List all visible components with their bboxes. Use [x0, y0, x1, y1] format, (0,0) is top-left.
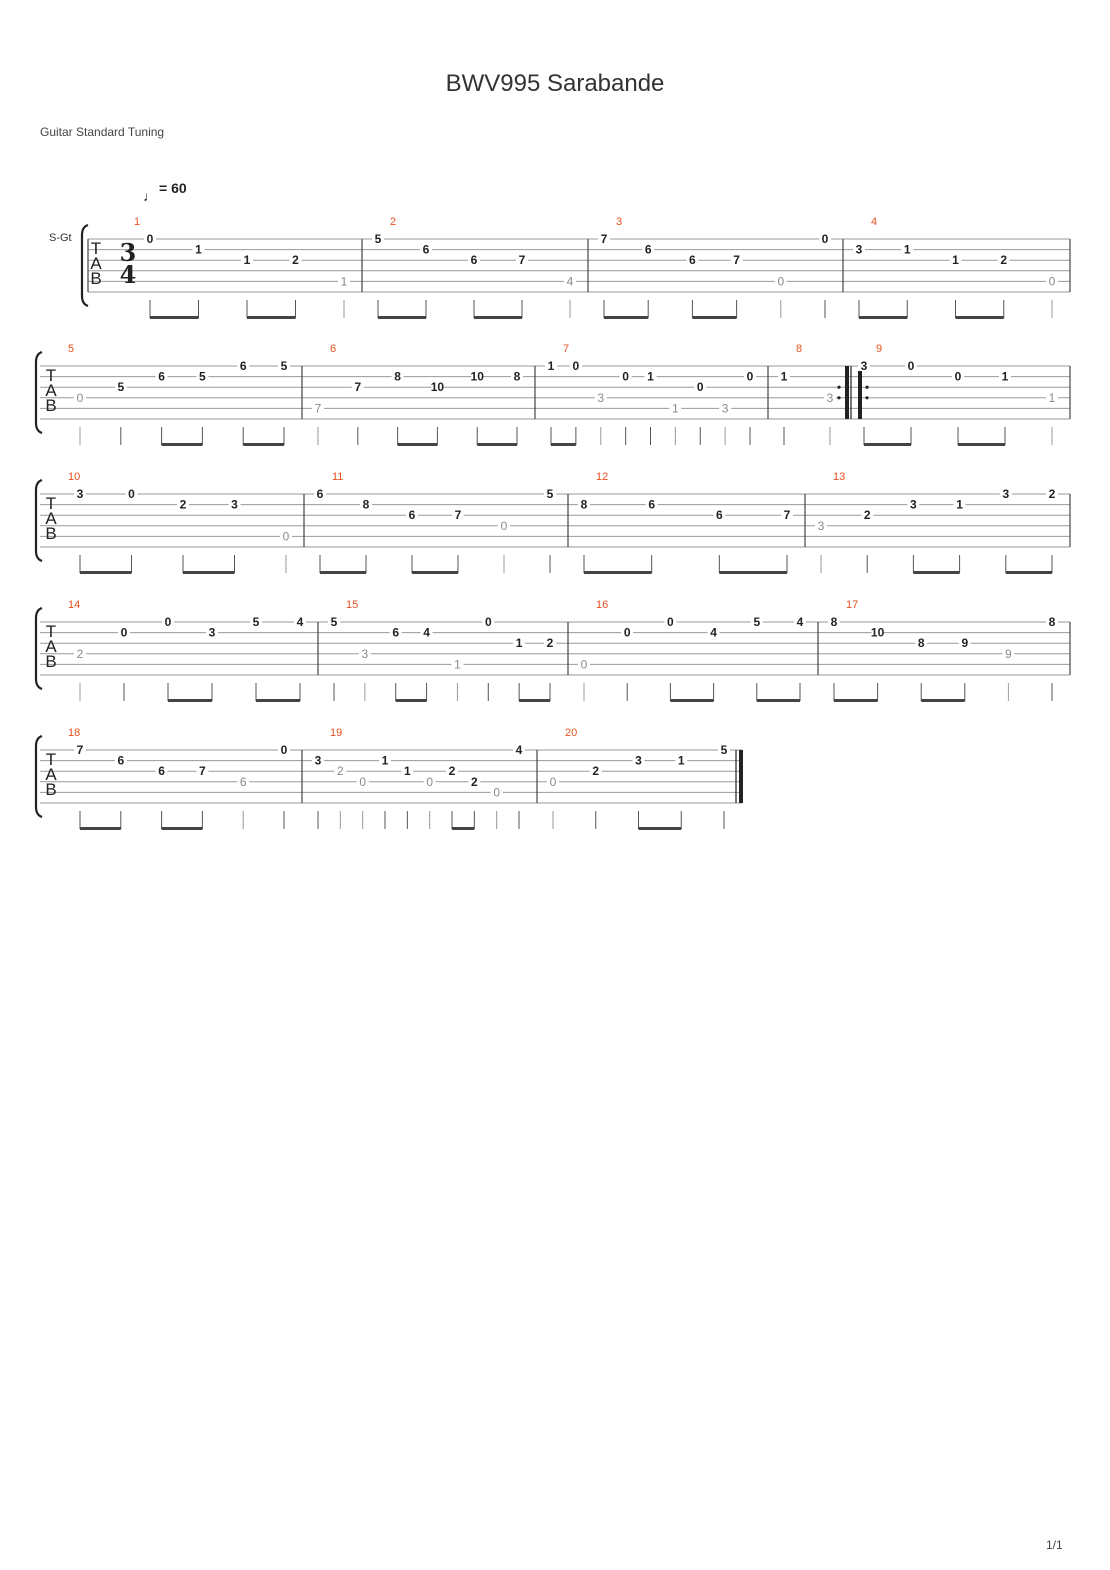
note-beam — [398, 443, 438, 446]
fret-number: 9 — [961, 636, 969, 651]
tempo-note-icon: ♩ — [143, 188, 157, 204]
fret-number: 4 — [710, 625, 717, 640]
repeat-dot — [837, 386, 840, 389]
instrument-label: S-Gt — [49, 232, 72, 244]
fret-number: 8 — [513, 369, 521, 384]
repeat-barline-thick — [845, 366, 849, 419]
measure-number: 9 — [876, 343, 883, 355]
fret-number: 1 — [647, 369, 654, 384]
fret-number: 1 — [403, 764, 411, 779]
fret-number: 0 — [954, 369, 962, 384]
fret-number: 10 — [870, 625, 885, 640]
fret-number: 7 — [733, 253, 740, 268]
measure-number: 17 — [846, 599, 859, 611]
note-beam — [859, 316, 907, 319]
note-beam — [551, 443, 576, 446]
note-beam — [958, 443, 1005, 446]
fret-number: 0 — [622, 369, 629, 384]
score-title: BWV995 Sarabande — [445, 70, 665, 97]
tab-clef-letter: A — [45, 637, 57, 656]
note-beam — [864, 443, 911, 446]
measure-number: 7 — [563, 343, 570, 355]
fret-number: 1 — [195, 242, 202, 257]
fret-number: 4 — [296, 615, 304, 629]
note-beam — [1006, 571, 1052, 574]
measure-number: 5 — [68, 343, 75, 355]
fret-number: 2 — [336, 764, 344, 779]
fret-number: 6 — [408, 508, 416, 523]
fret-number: 3 — [597, 390, 605, 405]
fret-number: 8 — [917, 636, 925, 651]
fret-number: 0 — [120, 625, 128, 640]
note-beam — [150, 316, 199, 319]
fret-number: 0 — [549, 774, 557, 789]
fret-number: 3 — [361, 646, 369, 661]
fret-number: 0 — [821, 232, 829, 246]
fret-number: 2 — [1048, 487, 1056, 501]
fret-number: 0 — [580, 657, 588, 672]
repeat-barline-thick — [858, 366, 862, 419]
fret-number: 2 — [592, 764, 600, 779]
fret-number: 1 — [547, 359, 555, 373]
tab-clef-letter: T — [90, 239, 102, 258]
fret-number: 2 — [179, 497, 187, 512]
tab-clef-letter: A — [45, 509, 57, 528]
fret-number: 6 — [689, 253, 696, 268]
fret-number: 5 — [330, 615, 338, 629]
fret-number: 3 — [635, 753, 642, 768]
note-beam — [412, 571, 458, 574]
fret-number: 0 — [667, 615, 674, 629]
note-beam — [80, 827, 121, 830]
tab-clef-letter: A — [45, 381, 57, 400]
fret-number: 3 — [910, 497, 917, 512]
fret-number: 8 — [394, 369, 401, 384]
fret-number: 6 — [117, 753, 125, 768]
fret-number: 0 — [1048, 274, 1056, 289]
fret-number: 2 — [470, 774, 478, 789]
note-beam — [256, 699, 300, 702]
fret-number: 0 — [164, 615, 172, 629]
fret-number: 1 — [243, 253, 251, 268]
fret-number: 5 — [280, 359, 288, 373]
note-beam — [378, 316, 426, 319]
fret-number: 6 — [158, 369, 165, 384]
note-beam — [452, 827, 474, 830]
fret-number: 6 — [422, 242, 430, 257]
fret-number: 6 — [239, 359, 247, 373]
fret-number: 1 — [454, 657, 461, 672]
measure-number: 4 — [871, 216, 878, 228]
fret-number: 0 — [777, 274, 785, 289]
note-beam — [519, 699, 550, 702]
note-beam — [913, 571, 959, 574]
repeat-dot — [865, 386, 868, 389]
tab-clef-letter: B — [45, 524, 57, 543]
fret-number: 1 — [340, 274, 348, 289]
fret-number: 0 — [76, 390, 84, 405]
fret-number: 5 — [117, 380, 125, 395]
measure-number: 11 — [332, 471, 344, 483]
fret-number: 4 — [566, 274, 574, 289]
measure-number: 15 — [346, 599, 359, 611]
fret-number: 6 — [648, 497, 656, 512]
note-beam — [162, 443, 203, 446]
fret-number: 4 — [423, 625, 430, 640]
note-beam — [320, 571, 366, 574]
fret-number: 7 — [199, 764, 206, 779]
fret-number: 1 — [903, 242, 911, 257]
fret-number: 1 — [672, 401, 679, 416]
fret-number: 3 — [826, 390, 834, 405]
tab-clef-letter: T — [45, 750, 57, 769]
fret-number: 5 — [720, 743, 728, 757]
fret-number: 1 — [677, 753, 685, 768]
note-beam — [477, 443, 517, 446]
fret-number: 3 — [721, 401, 729, 416]
note-beam — [604, 316, 648, 319]
fret-number: 1 — [952, 253, 959, 268]
time-signature-bottom: 4 — [119, 260, 137, 289]
measure-number: 13 — [833, 471, 846, 483]
fret-number: 6 — [158, 764, 165, 779]
fret-number: 3 — [860, 359, 868, 373]
tab-clef-letter: A — [90, 254, 102, 273]
measure-number: 8 — [796, 343, 803, 355]
fret-number: 3 — [76, 487, 84, 501]
system-bracket — [36, 480, 42, 561]
fret-number: 7 — [454, 508, 462, 523]
measure-number: 1 — [134, 216, 141, 228]
fret-number: 0 — [280, 743, 288, 757]
note-beam — [956, 316, 1004, 319]
fret-number: 6 — [316, 487, 324, 501]
note-beam — [692, 316, 736, 319]
fret-number: 7 — [76, 743, 84, 757]
note-beam — [834, 699, 878, 702]
note-beam — [183, 571, 235, 574]
fret-number: 0 — [493, 785, 501, 800]
tab-clef-letter: B — [45, 780, 57, 799]
fret-number: 0 — [623, 625, 631, 640]
fret-number: 0 — [746, 369, 754, 384]
fret-number: 4 — [515, 743, 523, 757]
fret-number: 0 — [282, 529, 290, 544]
fret-number: 1 — [515, 636, 523, 651]
tab-clef-letter: B — [90, 269, 102, 288]
fret-number: 6 — [392, 625, 400, 640]
final-barline-thick — [739, 750, 743, 803]
measure-number: 2 — [390, 216, 397, 228]
note-beam — [584, 571, 652, 574]
note-beam — [670, 699, 713, 702]
fret-number: 2 — [448, 764, 456, 779]
fret-number: 0 — [484, 615, 492, 629]
note-beam — [757, 699, 800, 702]
fret-number: 1 — [956, 497, 963, 512]
fret-number: 5 — [252, 615, 260, 629]
fret-number: 8 — [362, 497, 370, 512]
fret-number: 3 — [314, 753, 322, 768]
fret-number: 9 — [1005, 646, 1012, 661]
repeat-dot — [837, 396, 840, 399]
fret-number: 0 — [128, 487, 135, 501]
fret-number: 2 — [292, 253, 299, 268]
fret-number: 8 — [580, 497, 588, 512]
note-beam — [80, 571, 132, 574]
fret-number: 7 — [518, 253, 526, 268]
fret-number: 1 — [381, 753, 389, 768]
fret-number: 1 — [1048, 390, 1056, 405]
fret-number: 7 — [354, 380, 362, 395]
fret-number: 0 — [907, 359, 915, 373]
tab-clef-letter: T — [45, 494, 57, 513]
fret-number: 1 — [780, 369, 788, 384]
fret-number: 0 — [146, 232, 154, 246]
fret-number: 3 — [855, 242, 863, 257]
measure-number: 16 — [596, 599, 609, 611]
fret-number: 0 — [572, 359, 580, 373]
system-bracket — [36, 608, 42, 689]
fret-number: 6 — [470, 253, 478, 268]
fret-number: 0 — [696, 380, 704, 395]
fret-number: 1 — [1001, 369, 1009, 384]
tuning-label: Guitar Standard Tuning — [40, 125, 165, 139]
fret-number: 3 — [231, 497, 238, 512]
fret-number: 2 — [76, 646, 84, 661]
fret-number: 4 — [796, 615, 804, 629]
measure-number: 18 — [68, 727, 81, 739]
measure-number: 12 — [596, 471, 609, 483]
note-beam — [921, 699, 965, 702]
tab-clef-letter: B — [45, 396, 57, 415]
fret-number: 0 — [359, 774, 367, 789]
tab-clef-letter: T — [45, 622, 57, 641]
fret-number: 5 — [546, 487, 554, 501]
fret-number: 8 — [830, 615, 838, 629]
fret-number: 5 — [374, 232, 382, 246]
repeat-dot — [865, 396, 868, 399]
note-beam — [243, 443, 284, 446]
fret-number: 7 — [783, 508, 791, 523]
fret-number: 2 — [1000, 253, 1008, 268]
note-beam — [639, 827, 682, 830]
measure-number: 10 — [68, 471, 81, 483]
fret-number: 10 — [470, 369, 484, 384]
fret-number: 5 — [199, 369, 206, 384]
fret-number: 5 — [753, 615, 761, 629]
fret-number: 7 — [600, 232, 608, 246]
fret-number: 10 — [430, 380, 445, 395]
note-beam — [719, 571, 787, 574]
note-beam — [162, 827, 203, 830]
fret-number: 7 — [314, 401, 322, 416]
measure-number: 20 — [565, 727, 578, 739]
note-beam — [247, 316, 296, 319]
system-bracket — [36, 352, 42, 433]
time-signature-top: 3 — [119, 238, 137, 267]
measure-number: 19 — [330, 727, 343, 739]
fret-number: 2 — [546, 636, 554, 651]
measure-number: 6 — [330, 343, 337, 355]
fret-number: 3 — [817, 518, 825, 533]
fret-number: 6 — [239, 774, 247, 789]
fret-number: 8 — [1048, 615, 1056, 629]
system-bracket — [36, 736, 42, 817]
tab-clef-letter: T — [45, 366, 57, 385]
fret-number: 0 — [500, 518, 508, 533]
page-number: 1/1 — [1046, 1538, 1063, 1552]
fret-number: 6 — [644, 242, 652, 257]
note-beam — [168, 699, 212, 702]
fret-number: 3 — [208, 625, 216, 640]
measure-number: 3 — [616, 216, 623, 228]
fret-number: 0 — [426, 774, 434, 789]
tab-clef-letter: A — [45, 765, 57, 784]
tab-clef-letter: B — [45, 652, 57, 671]
measure-number: 14 — [68, 599, 81, 611]
note-beam — [396, 699, 427, 702]
fret-number: 6 — [715, 508, 723, 523]
fret-number: 3 — [1002, 487, 1010, 501]
tempo-marking: = 60 — [159, 180, 187, 196]
fret-number: 2 — [863, 508, 871, 523]
system-bracket — [82, 225, 88, 306]
note-beam — [474, 316, 522, 319]
